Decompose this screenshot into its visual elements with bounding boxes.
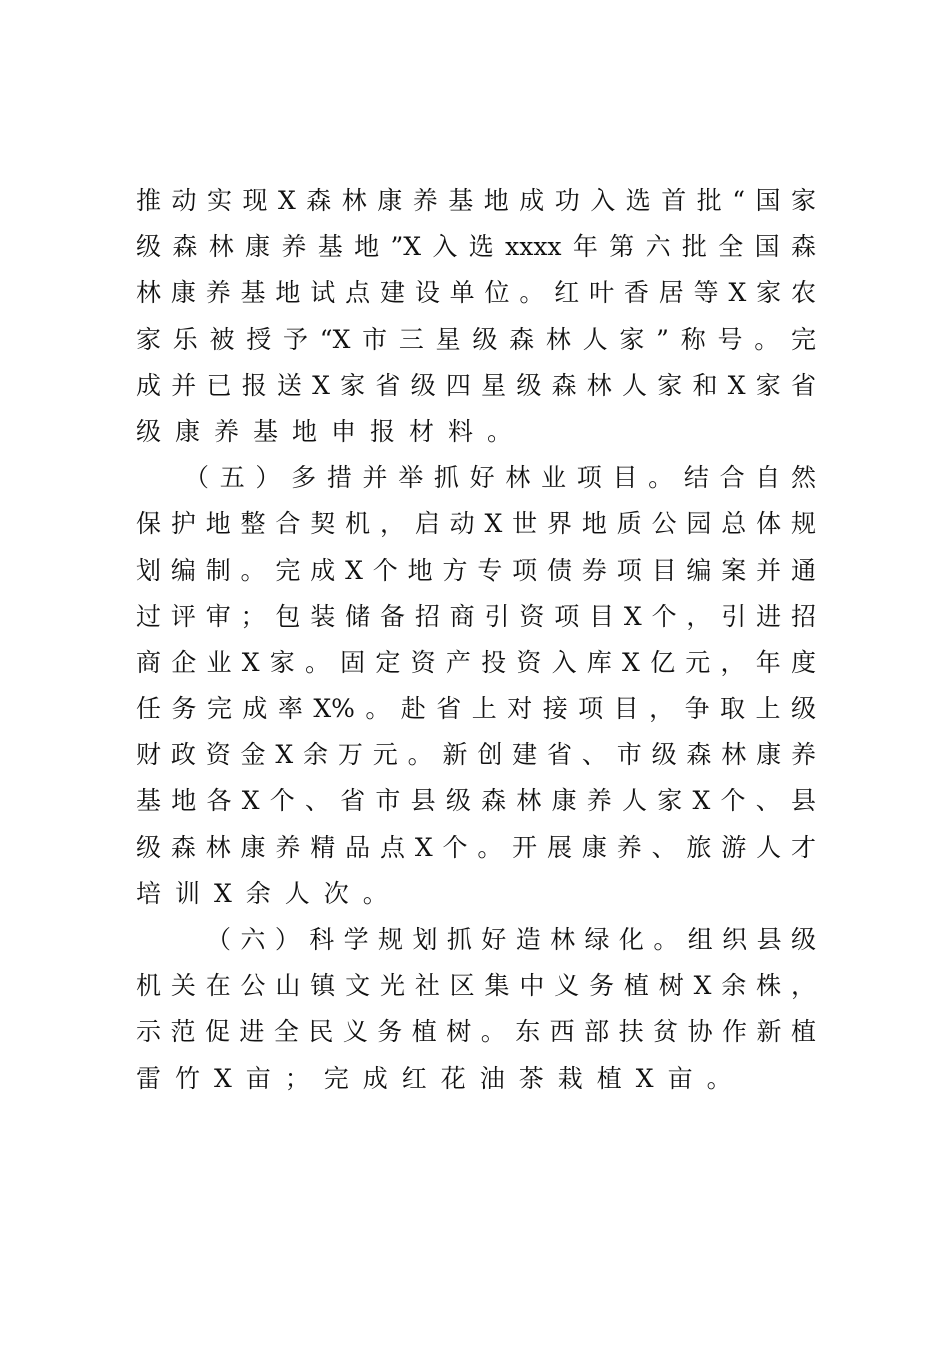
paragraph-2-line-8: 基地各X个、省市县级森林康养人家X个、县 (136, 786, 816, 816)
paragraph-1-line-5: 成并已报送X家省级四星级森林人家和X家省 (136, 370, 816, 400)
paragraph-2-line-4: 过评审；包装储备招商引资项目X个，引进招 (136, 601, 816, 631)
document-body (136, 178, 816, 1102)
paragraph-1-line-4: 家乐被授予“X市三星级森林人家”称号。完 (136, 324, 816, 354)
paragraph-1-line-3: 林康养基地试点建设单位。红叶香居等X家农 (136, 278, 816, 308)
paragraph-1-line-1: 推动实现X森林康养基地成功入选首批“国家 (136, 186, 816, 215)
paragraph-3-line-4: 雷竹X亩；完成红花油茶栽植X亩。 (136, 1063, 746, 1093)
paragraph-3-line-3: 示范促进全民义务植树。东西部扶贫协作新植 (136, 1017, 816, 1047)
paragraph-2-line-1: （五）多措并举抓好林业项目。结合自然 (184, 463, 816, 493)
paragraph-2-line-6: 任务完成率X%。赴省上对接项目，争取上级 (136, 694, 816, 724)
paragraph-2-line-9: 级森林康养精品点X个。开展康养、旅游人才 (136, 832, 816, 862)
paragraph-2-line-3: 划编制。完成X个地方专项债券项目编案并通 (136, 555, 816, 585)
paragraph-3-line-1: （六）科学规划抓好造林绿化。组织县级 (206, 925, 816, 954)
paragraph-2-line-5: 商企业X家。固定资产投资入库X亿元，年度 (136, 647, 816, 677)
paragraph-1-line-6: 级康养基地申报材料。 (136, 416, 527, 446)
paragraph-1-line-2: 级森林康养基地”X入选xxxx年第六批全国森 (136, 232, 816, 262)
paragraph-2-line-7: 财政资金X余万元。新创建省、市级森林康养 (136, 740, 816, 770)
paragraph-2-line-2: 保护地整合契机，启动X世界地质公园总体规 (136, 509, 816, 539)
paragraph-2-line-10: 培训X余人次。 (136, 878, 402, 908)
paragraph-3-line-2: 机关在公山镇文光社区集中义务植树X余株， (136, 971, 816, 1001)
